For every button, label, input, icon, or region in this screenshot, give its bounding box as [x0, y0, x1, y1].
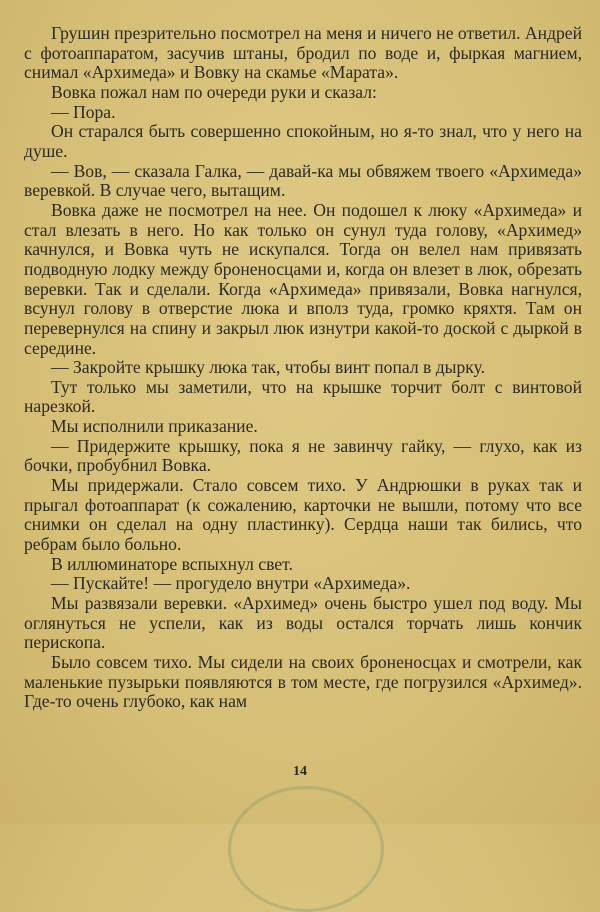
paragraph: В иллюминаторе вспыхнул свет.	[51, 553, 293, 574]
paragraph: Было совсем тихо. Мы сидели на своих броненосцах и смотрели, как маленькие пузырьки появляются в том месте, где погрузился «Архимед». Где-то очень глубоко, как нам	[24, 652, 582, 712]
paragraph: Вовка пожал нам по очереди руки и сказал:	[51, 81, 377, 102]
page-text-block	[24, 24, 582, 712]
library-stamp	[228, 786, 384, 912]
paragraph: Грушин презрительно посмотрел на меня и ничего не ответил. Андрей с фотоаппаратом, засучив штаны, бродил по воде и, фыркая магнием, снимал «Архимеда» и Вовку на скамье «Марата».	[24, 23, 582, 83]
paragraph: — Придержите крышку, пока я не завинчу гайку, — глухо, как из бочки, пробубнил Вовка.	[24, 435, 582, 476]
paragraph: — Пускайте! — прогудело внутри «Архимеда».	[51, 573, 411, 594]
paragraph: — Закройте крышку люка так, чтобы винт попал в дырку.	[51, 357, 486, 378]
paragraph: — Вов, — сказала Галка, — давай-ка мы обвяжем твоего «Архимеда» веревкой. В случае чего, вытащим.	[24, 160, 582, 201]
page-number: 14	[293, 764, 307, 779]
paragraph: Тут только мы заметили, что на крышке торчит болт с винтовой нарезкой.	[24, 376, 582, 417]
paragraph: Вовка даже не посмотрел на нее. Он подошел к люку «Архимеда» и стал влезать в него. Но как только он сунул туда голову, «Архимед» качнулся, и Вовка чуть не искупался. Тогда он велел нам привязать подводную лодку между броненосцами и, когда он влезет в люк, обрезать веревки. Так и сделали. Когда «Архимеда» привязали, Вовка нагнулся, всунул голову в отверстие люка и вполз туда, громко кряхтя. Там он перевернулся на спину и закрыл люк изнутри какой-то доской с дыркой в середине.	[24, 199, 582, 358]
paragraph: Он старался быть совершенно спокойным, но я-то знал, что у него на душе.	[24, 121, 582, 161]
paragraph: — Пора.	[51, 101, 116, 122]
paragraph: Мы развязали веревки. «Архимед» очень быстро ушел под воду. Мы оглянуться не успели, как из воды остался торчать лишь кончик перископа.	[24, 593, 582, 653]
paragraph: Мы исполнили приказание.	[51, 416, 258, 437]
paragraph: Мы придержали. Стало совсем тихо. У Андрюшки в руках так и прыгал фотоаппарат (к сожалению, карточки не вышли, потому что все снимки он сделал на одну пластинку). Сердца наши так бились, что ребрам было больно.	[24, 475, 582, 555]
